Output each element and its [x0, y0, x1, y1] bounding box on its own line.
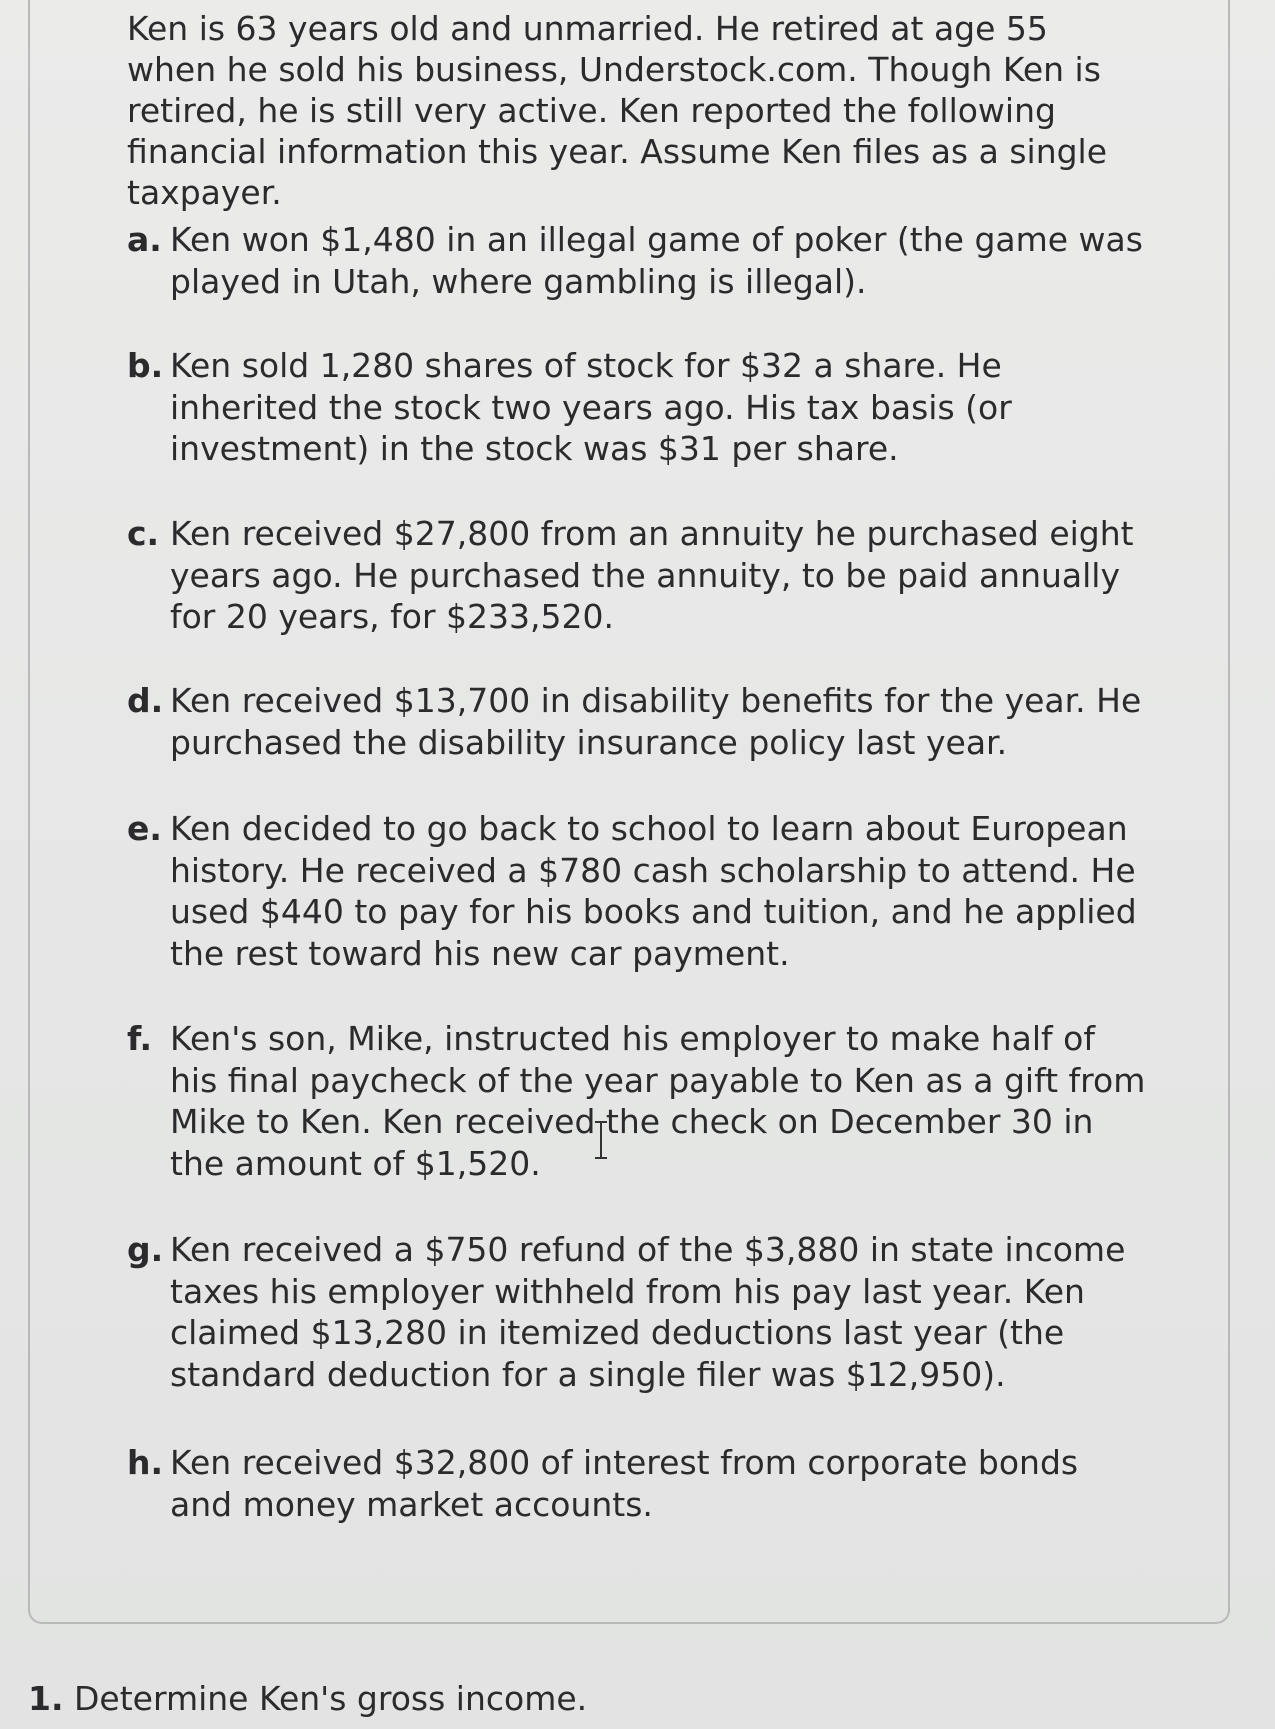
item-letter: b. — [127, 346, 164, 385]
list-item-g — [127, 1229, 1147, 1395]
item-letter: d. — [127, 681, 164, 720]
item-text: Ken received a $750 refund of the $3,880 in state income taxes his employer withheld from his pay last year. Ken claimed $13,280 in itemized deductions last year (the standard deduction for a single filer was $12,950). — [170, 1230, 1126, 1394]
item-letter: g. — [127, 1230, 164, 1269]
list-item-h — [127, 1442, 1147, 1525]
list-item-c — [127, 513, 1147, 638]
item-text: Ken's son, Mike, instructed his employer to make half of his final paycheck of the year payable to Ken as a gift from Mike to Ken. Ken received the check on December 30 in the amount of $1,520. — [170, 1019, 1146, 1183]
list-item-f — [127, 1018, 1147, 1184]
list-item-d — [127, 680, 1147, 763]
item-letter: h. — [127, 1443, 164, 1482]
intro-paragraph: Ken is 63 years old and unmarried. He retired at age 55 when he sold his business, Understock.com. Though Ken is retired, he is still very active. Ken reported the following financial information this year. Assume Ken files as a single taxpayer. — [127, 9, 1108, 212]
question-number: 1. — [28, 1679, 64, 1718]
question-1 — [28, 1678, 587, 1719]
item-letter: e. — [127, 809, 162, 848]
item-text: Ken received $27,800 from an annuity he purchased eight years ago. He purchased the annuity, to be paid annually for 20 years, for $233,520. — [170, 514, 1134, 636]
text-cursor-icon — [593, 1120, 609, 1160]
item-text: Ken decided to go back to school to learn about European history. He received a $780 cash scholarship to attend. He used $440 to pay for his books and tuition, and he applied the rest toward his new car payment. — [170, 809, 1137, 973]
question-text: Determine Ken's gross income. — [74, 1679, 588, 1718]
list-item-e — [127, 808, 1147, 974]
list-item-a — [127, 219, 1147, 302]
item-letter: c. — [127, 514, 160, 553]
item-text: Ken won $1,480 in an illegal game of poker (the game was played in Utah, where gambling is illegal). — [170, 220, 1143, 301]
item-text: Ken sold 1,280 shares of stock for $32 a share. He inherited the stock two years ago. His tax basis (or investment) in the stock was $31 per share. — [170, 346, 1012, 468]
item-text: Ken received $32,800 of interest from corporate bonds and money market accounts. — [170, 1443, 1079, 1524]
item-letter: a. — [127, 220, 162, 259]
item-text: Ken received $13,700 in disability benefits for the year. He purchased the disability insurance policy last year. — [170, 681, 1142, 762]
item-letter: f. — [127, 1019, 153, 1058]
list-item-b — [127, 345, 1147, 470]
